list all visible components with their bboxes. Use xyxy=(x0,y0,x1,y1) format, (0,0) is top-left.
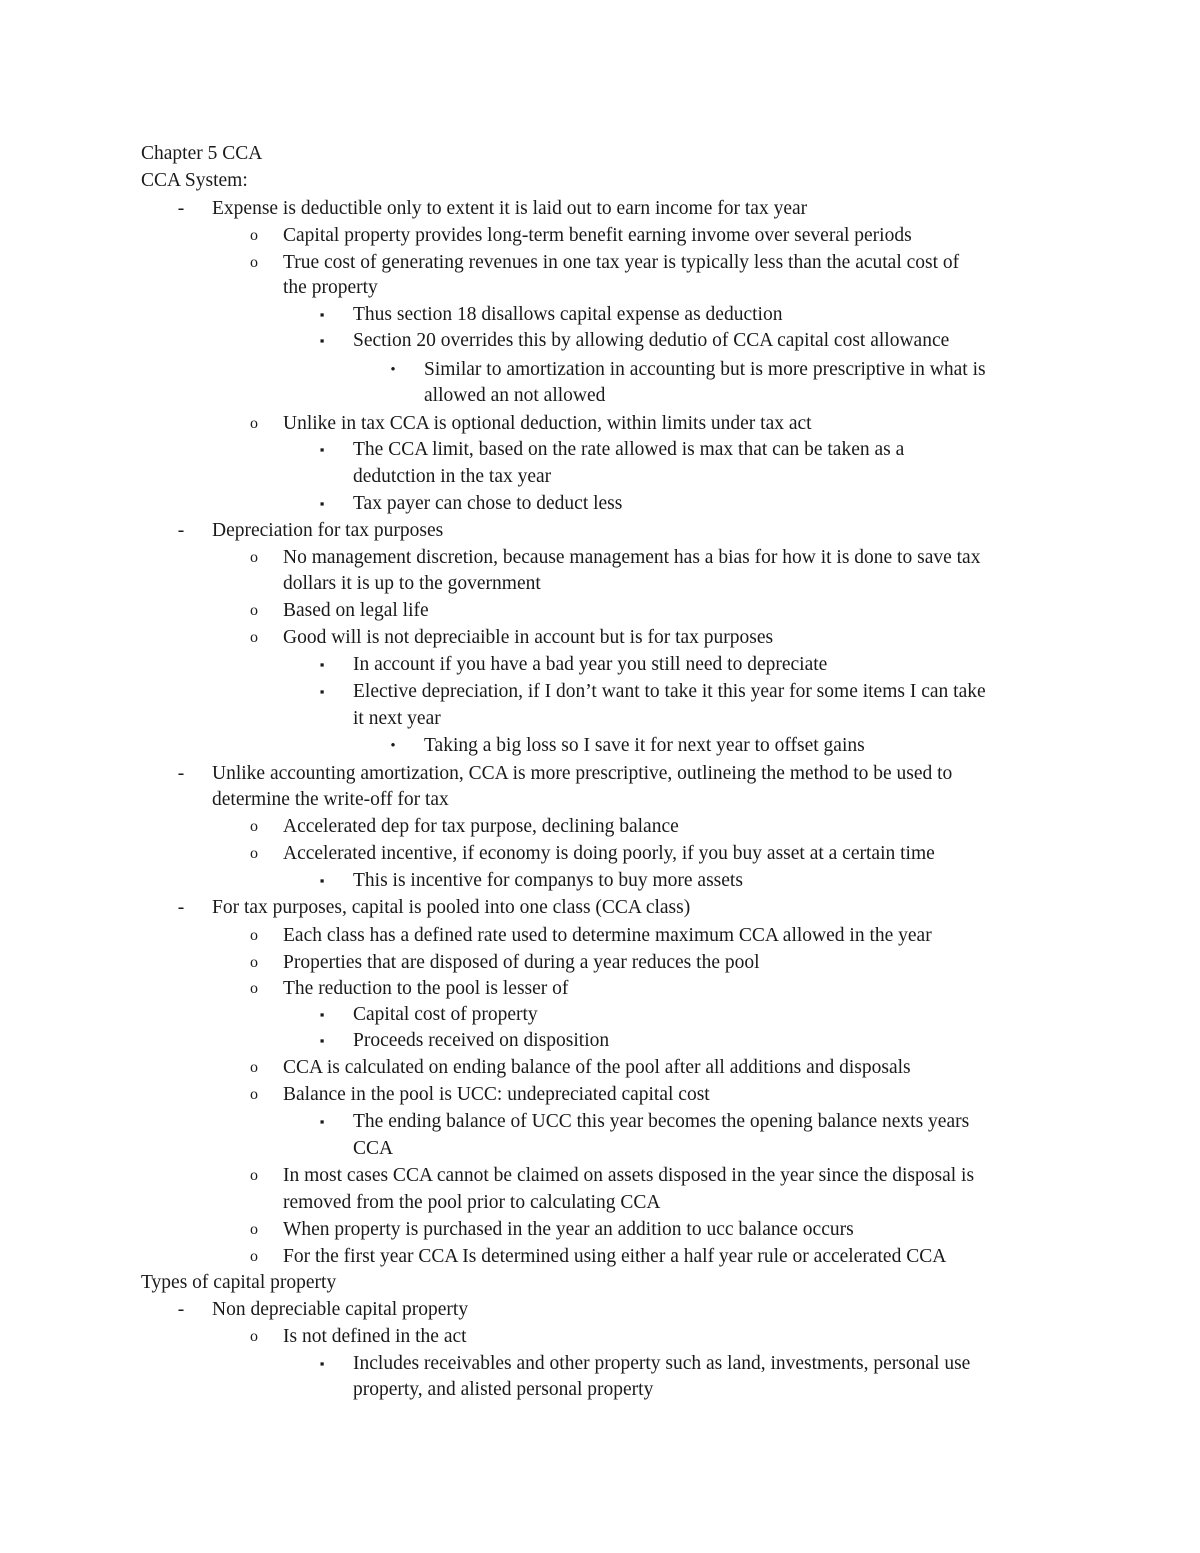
list-item-continuation: the property xyxy=(283,277,378,298)
list-item-text: Capital cost of property xyxy=(353,1004,538,1025)
list-item-text: In account if you have a bad year you still need to depreciate xyxy=(353,654,828,675)
square-bullet-marker: ▪ xyxy=(319,442,325,457)
list-item-continuation: it next year xyxy=(353,708,441,729)
list-item-text: Based on legal life xyxy=(283,600,429,621)
list-item-text: Capital property provides long-term benefit earning invome over several periods xyxy=(283,225,912,246)
list-item-text: Tax payer can chose to deduct less xyxy=(353,493,623,514)
list-item-text: Non depreciable capital property xyxy=(212,1299,469,1320)
circle-bullet-marker: o xyxy=(250,927,258,944)
list-item-text: Includes receivables and other property such as land, investments, personal use xyxy=(353,1353,971,1374)
square-bullet-marker: ▪ xyxy=(319,1007,325,1022)
dot-bullet-marker: • xyxy=(390,362,396,378)
list-item-text: The reduction to the pool is lesser of xyxy=(283,978,569,999)
list-item-text: The CCA limit, based on the rate allowed is max that can be taken as a xyxy=(353,439,905,460)
list-item-text: Elective depreciation, if I don’t want to take it this year for some items I can take xyxy=(353,681,986,702)
list-item-text: Each class has a defined rate used to determine maximum CCA allowed in the year xyxy=(283,925,932,946)
section-heading: Types of capital property xyxy=(141,1272,337,1293)
circle-bullet-marker: o xyxy=(250,1248,258,1265)
list-item-text: The ending balance of UCC this year becomes the opening balance nexts years xyxy=(353,1111,970,1132)
list-item-text: Proceeds received on disposition xyxy=(353,1030,610,1051)
dash-bullet-marker: - xyxy=(177,520,185,541)
square-bullet-marker: ▪ xyxy=(319,307,325,322)
square-bullet-marker: ▪ xyxy=(319,873,325,888)
list-item-text: Thus section 18 disallows capital expense as deduction xyxy=(353,304,783,325)
list-item-text: Unlike in tax CCA is optional deduction, within limits under tax act xyxy=(283,413,812,434)
list-item-text: CCA is calculated on ending balance of the pool after all additions and disposals xyxy=(283,1057,911,1078)
list-item-continuation: CCA xyxy=(353,1138,394,1159)
list-item-continuation: removed from the pool prior to calculating CCA xyxy=(283,1192,661,1213)
dash-bullet-marker: - xyxy=(177,897,185,918)
circle-bullet-marker: o xyxy=(250,1086,258,1103)
list-item-continuation: allowed an not allowed xyxy=(424,385,606,406)
square-bullet-marker: ▪ xyxy=(319,657,325,672)
circle-bullet-marker: o xyxy=(250,818,258,835)
list-item-text: Accelerated dep for tax purpose, declining balance xyxy=(283,816,679,837)
square-bullet-marker: ▪ xyxy=(319,333,325,348)
circle-bullet-marker: o xyxy=(250,954,258,971)
list-item-text: Is not defined in the act xyxy=(283,1326,467,1347)
list-item-text: For tax purposes, capital is pooled into one class (CCA class) xyxy=(212,897,691,918)
dash-bullet-marker: - xyxy=(177,198,185,219)
list-item-text: Balance in the pool is UCC: undepreciated capital cost xyxy=(283,1084,710,1105)
square-bullet-marker: ▪ xyxy=(319,1033,325,1048)
chapter-title: Chapter 5 CCA xyxy=(141,143,263,164)
list-item-text: Properties that are disposed of during a year reduces the pool xyxy=(283,952,760,973)
circle-bullet-marker: o xyxy=(250,1059,258,1076)
circle-bullet-marker: o xyxy=(250,980,258,997)
circle-bullet-marker: o xyxy=(250,1167,258,1184)
section-heading: CCA System: xyxy=(141,170,248,191)
list-item-continuation: dedutction in the tax year xyxy=(353,466,552,487)
list-item-continuation: dollars it is up to the government xyxy=(283,573,541,594)
list-item-text: Unlike accounting amortization, CCA is more prescriptive, outlineing the method to be used to xyxy=(212,763,953,784)
circle-bullet-marker: o xyxy=(250,1328,258,1345)
list-item-continuation: property, and alisted personal property xyxy=(353,1379,654,1400)
list-item-text: For the first year CCA Is determined using either a half year rule or accelerated CCA xyxy=(283,1246,947,1267)
list-item-continuation: determine the write-off for tax xyxy=(212,789,449,810)
circle-bullet-marker: o xyxy=(250,629,258,646)
list-item-text: Expense is deductible only to extent it is laid out to earn income for tax year xyxy=(212,198,808,219)
list-item-text: Section 20 overrides this by allowing dedutio of CCA capital cost allowance xyxy=(353,330,950,351)
list-item-text: Good will is not depreciaible in account but is for tax purposes xyxy=(283,627,774,648)
list-item-text: In most cases CCA cannot be claimed on assets disposed in the year since the disposal is xyxy=(283,1165,975,1186)
list-item-text: This is incentive for companys to buy more assets xyxy=(353,870,743,891)
square-bullet-marker: ▪ xyxy=(319,496,325,511)
square-bullet-marker: ▪ xyxy=(319,1356,325,1371)
square-bullet-marker: ▪ xyxy=(319,684,325,699)
list-item-text: Accelerated incentive, if economy is doing poorly, if you buy asset at a certain time xyxy=(283,843,935,864)
dash-bullet-marker: - xyxy=(177,763,185,784)
circle-bullet-marker: o xyxy=(250,602,258,619)
dash-bullet-marker: - xyxy=(177,1299,185,1320)
list-item-text: Taking a big loss so I save it for next year to offset gains xyxy=(424,735,865,756)
dot-bullet-marker: • xyxy=(390,738,396,754)
list-item-text: Similar to amortization in accounting but is more prescriptive in what is xyxy=(424,359,986,380)
circle-bullet-marker: o xyxy=(250,254,258,271)
circle-bullet-marker: o xyxy=(250,845,258,862)
circle-bullet-marker: o xyxy=(250,415,258,432)
list-item-text: Depreciation for tax purposes xyxy=(212,520,444,541)
circle-bullet-marker: o xyxy=(250,227,258,244)
circle-bullet-marker: o xyxy=(250,1221,258,1238)
circle-bullet-marker: o xyxy=(250,549,258,566)
list-item-text: No management discretion, because management has a bias for how it is done to save tax xyxy=(283,547,981,568)
list-item-text: When property is purchased in the year an addition to ucc balance occurs xyxy=(283,1219,854,1240)
list-item-text: True cost of generating revenues in one tax year is typically less than the acutal cost of xyxy=(283,252,960,273)
square-bullet-marker: ▪ xyxy=(319,1114,325,1129)
